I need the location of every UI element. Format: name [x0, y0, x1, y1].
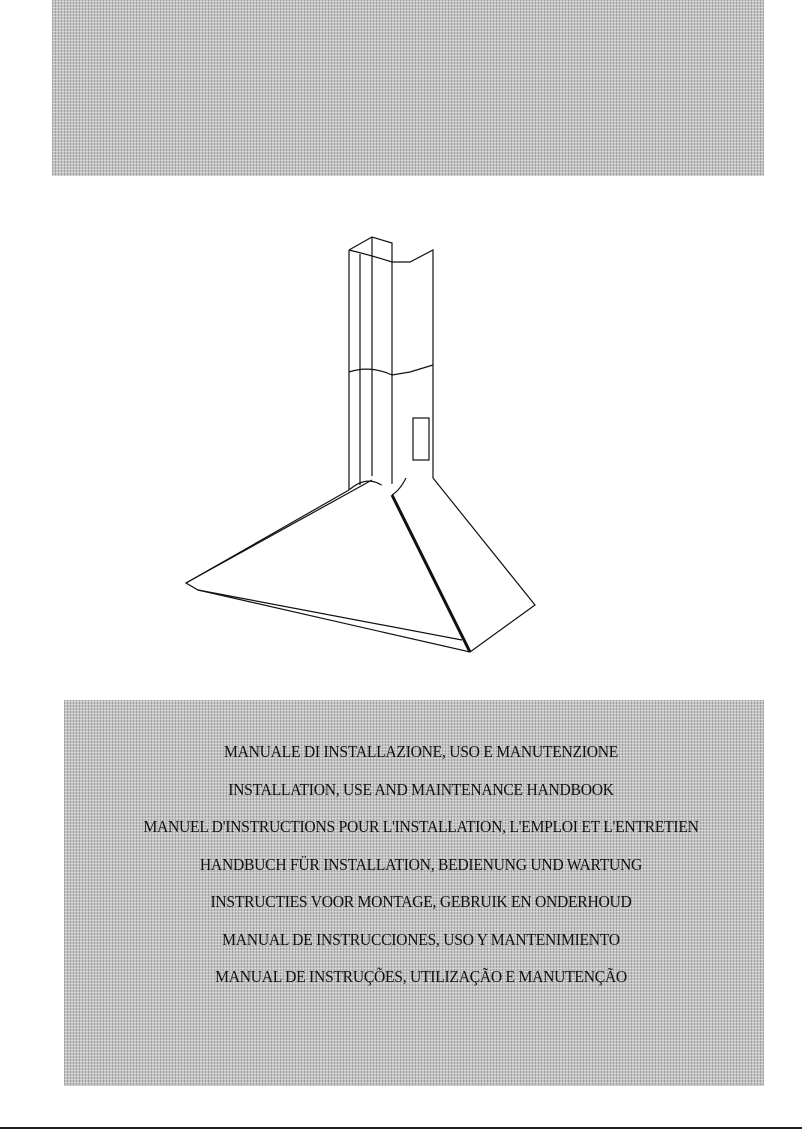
bottom-rule	[0, 1127, 802, 1129]
title-spanish: MANUAL DE INSTRUCCIONES, USO Y MANTENIMIENTO	[222, 929, 620, 949]
title-italian: MANUALE DI INSTALLAZIONE, USO E MANUTENZIONE	[223, 742, 619, 761]
top-gray-band	[52, 0, 764, 176]
title-dutch: INSTRUCTIES VOOR MONTAGE, GEBRUIK EN ONDERHOUD	[210, 892, 632, 911]
chimney-hood-illustration	[170, 225, 550, 665]
title-french: MANUEL D'INSTRUCTIONS POUR L'INSTALLATION, L'EMPLOI ET L'ENTRETIEN	[143, 817, 699, 836]
title-english: INSTALLATION, USE AND MAINTENANCE HANDBOOK	[228, 779, 614, 799]
title-portuguese: MANUAL DE INSTRUÇÕES, UTILIZAÇÃO E MANUTENÇÃO	[215, 967, 627, 986]
manual-titles	[40, 733, 802, 996]
title-german: HANDBUCH FÜR INSTALLATION, BEDIENUNG UND WARTUNG	[199, 854, 643, 874]
